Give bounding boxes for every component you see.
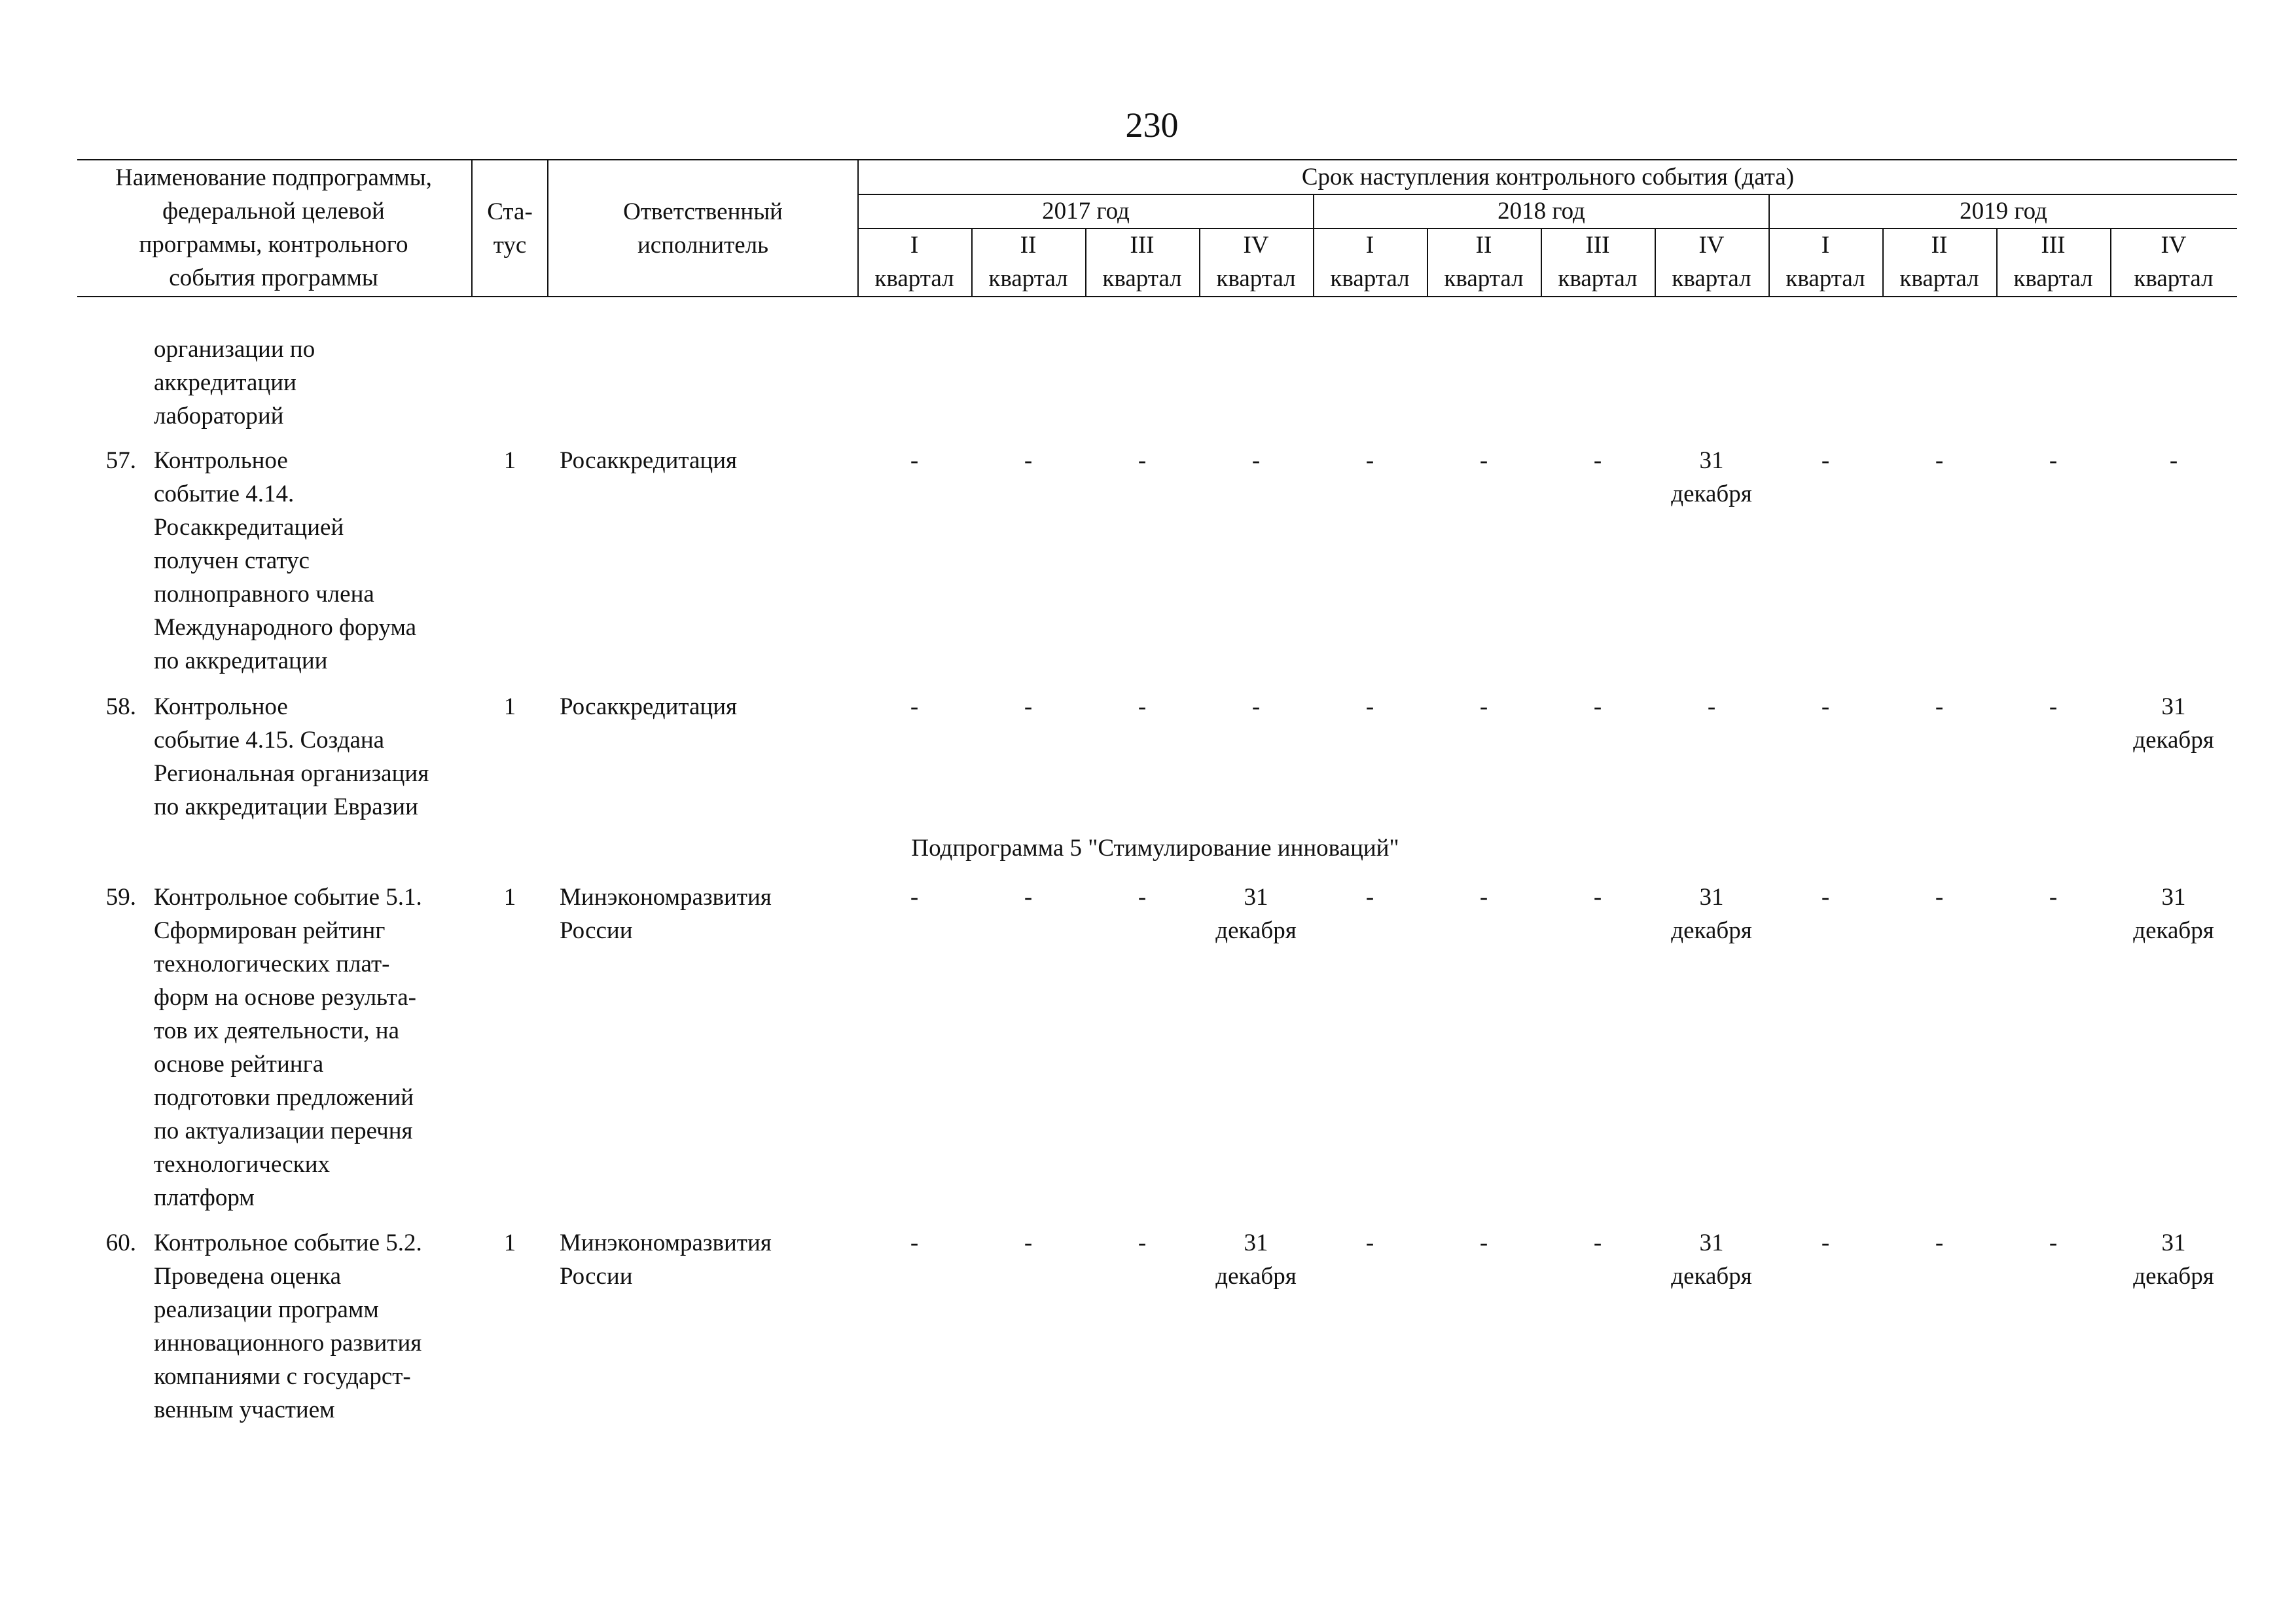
quarter-number: I	[1365, 232, 1374, 259]
date-cell: -	[910, 447, 919, 474]
date-cell: -	[1593, 1230, 1602, 1256]
quarter-word: квартал	[1330, 265, 1410, 292]
event-status: 1	[503, 884, 516, 911]
quarter-word: квартал	[1216, 265, 1296, 292]
row-number: 59.	[105, 884, 136, 911]
date-cell: -	[1024, 1230, 1033, 1256]
date-cell: -	[910, 884, 919, 911]
row-number: 58.	[105, 693, 136, 720]
event-status: 1	[503, 447, 516, 474]
event-name: Контрольное событие 4.15. Создана Региональная организация по аккредитации Евразии	[154, 693, 429, 820]
date-cell: -	[1024, 447, 1033, 474]
event-name: Контрольное событие 5.1. Сформирован рейтинг технологических плат- форм на основе результа- тов их деятельности, на основе рейтинга подготовки предложений по актуализации перечня технологических платформ	[154, 884, 422, 1211]
quarter-number: I	[1821, 232, 1830, 259]
date-cell: -	[1138, 884, 1147, 911]
date-cell: -	[1365, 884, 1374, 911]
quarter-number: III	[2041, 232, 2066, 259]
event-status: 1	[503, 693, 516, 720]
date-cell: -	[1138, 1230, 1147, 1256]
date-cell: -	[1024, 884, 1033, 911]
date-cell: -	[2049, 693, 2058, 720]
event-executor: Росаккредитация	[560, 693, 738, 720]
quarter-number: II	[1020, 232, 1037, 259]
date-cell: -	[1365, 693, 1374, 720]
date-cell: -	[1821, 447, 1830, 474]
date-cell: -	[1935, 884, 1944, 911]
header-executor-column: Ответственный исполнитель	[623, 198, 783, 259]
date-cell: -	[1593, 884, 1602, 911]
date-cell: -	[1935, 693, 1944, 720]
quarter-word: квартал	[988, 265, 1068, 292]
date-cell: -	[2049, 1230, 2058, 1256]
date-cell: 31 декабря	[2133, 693, 2214, 754]
quarter-word: квартал	[1899, 265, 1979, 292]
quarter-number: I	[910, 232, 919, 259]
date-cell: -	[1821, 884, 1830, 911]
date-cell: -	[1138, 447, 1147, 474]
date-cell: -	[1821, 693, 1830, 720]
date-cell: -	[1821, 1230, 1830, 1256]
quarter-number: IV	[1243, 232, 1269, 259]
section-title: Подпрограмма 5 "Стимулирование инноваций"	[911, 835, 1399, 862]
quarter-word: квартал	[1785, 265, 1865, 292]
date-cell: -	[1479, 1230, 1488, 1256]
event-name: Контрольное событие 5.2. Проведена оценка реализации программ инновационного развития компаниями с государст- венным участием	[154, 1230, 422, 1423]
quarter-word: квартал	[874, 265, 954, 292]
quarter-number: II	[1475, 232, 1492, 259]
event-executor: Росаккредитация	[560, 447, 738, 474]
date-cell: -	[910, 1230, 919, 1256]
date-cell: -	[1365, 447, 1374, 474]
continuation-text: организации по аккредитации лабораторий	[154, 336, 315, 429]
quarter-number: IV	[2161, 232, 2187, 259]
date-cell: 31 декабря	[2133, 1230, 2214, 1290]
quarter-word: квартал	[1558, 265, 1638, 292]
date-cell: -	[910, 693, 919, 720]
header-year-2017: 2017 год	[1042, 198, 1130, 225]
row-number: 60.	[105, 1230, 136, 1256]
event-name: Контрольное событие 4.14. Росаккредитацией получен статус полноправного члена Международного форума по аккредитации	[154, 447, 417, 674]
header-deadline-title: Срок наступления контрольного события (дата)	[1301, 164, 1795, 191]
date-cell: -	[1707, 693, 1716, 720]
date-cell: 31 декабря	[1671, 447, 1752, 507]
date-cell: -	[1935, 447, 1944, 474]
page-number: 230	[1125, 105, 1179, 145]
date-cell: -	[1024, 693, 1033, 720]
header-year-2018: 2018 год	[1498, 198, 1585, 225]
quarter-number: III	[1585, 232, 1610, 259]
date-cell: 31 декабря	[2133, 884, 2214, 944]
date-cell: -	[1251, 693, 1261, 720]
quarter-number: II	[1931, 232, 1948, 259]
date-cell: 31 декабря	[1215, 1230, 1297, 1290]
date-cell: -	[1593, 693, 1602, 720]
header-status-column: Ста- тус	[487, 198, 533, 259]
header-name-column: Наименование подпрограммы, федеральной целевой программы, контрольного события программы	[115, 164, 432, 291]
date-cell: -	[2169, 447, 2178, 474]
date-cell: 31 декабря	[1671, 884, 1752, 944]
date-cell: -	[1365, 1230, 1374, 1256]
header-year-2019: 2019 год	[1960, 198, 2047, 225]
date-cell: -	[1251, 447, 1261, 474]
date-cell: -	[1479, 884, 1488, 911]
date-cell: -	[2049, 447, 2058, 474]
quarter-word: квартал	[2013, 265, 2093, 292]
date-cell: 31 декабря	[1215, 884, 1297, 944]
quarter-word: квартал	[1444, 265, 1524, 292]
date-cell: -	[2049, 884, 2058, 911]
date-cell: -	[1479, 693, 1488, 720]
date-cell: -	[1479, 447, 1488, 474]
date-cell: -	[1935, 1230, 1944, 1256]
date-cell: 31 декабря	[1671, 1230, 1752, 1290]
row-number: 57.	[105, 447, 136, 474]
quarter-number: III	[1130, 232, 1155, 259]
event-executor: Минэкономразвития России	[560, 1230, 772, 1290]
quarter-word: квартал	[2134, 265, 2214, 292]
quarter-word: квартал	[1672, 265, 1751, 292]
event-status: 1	[503, 1230, 516, 1256]
quarter-number: IV	[1698, 232, 1725, 259]
date-cell: -	[1138, 693, 1147, 720]
event-executor: Минэкономразвития России	[560, 884, 772, 944]
quarter-word: квартал	[1102, 265, 1182, 292]
date-cell: -	[1593, 447, 1602, 474]
header-bottom-rule	[77, 296, 2237, 297]
